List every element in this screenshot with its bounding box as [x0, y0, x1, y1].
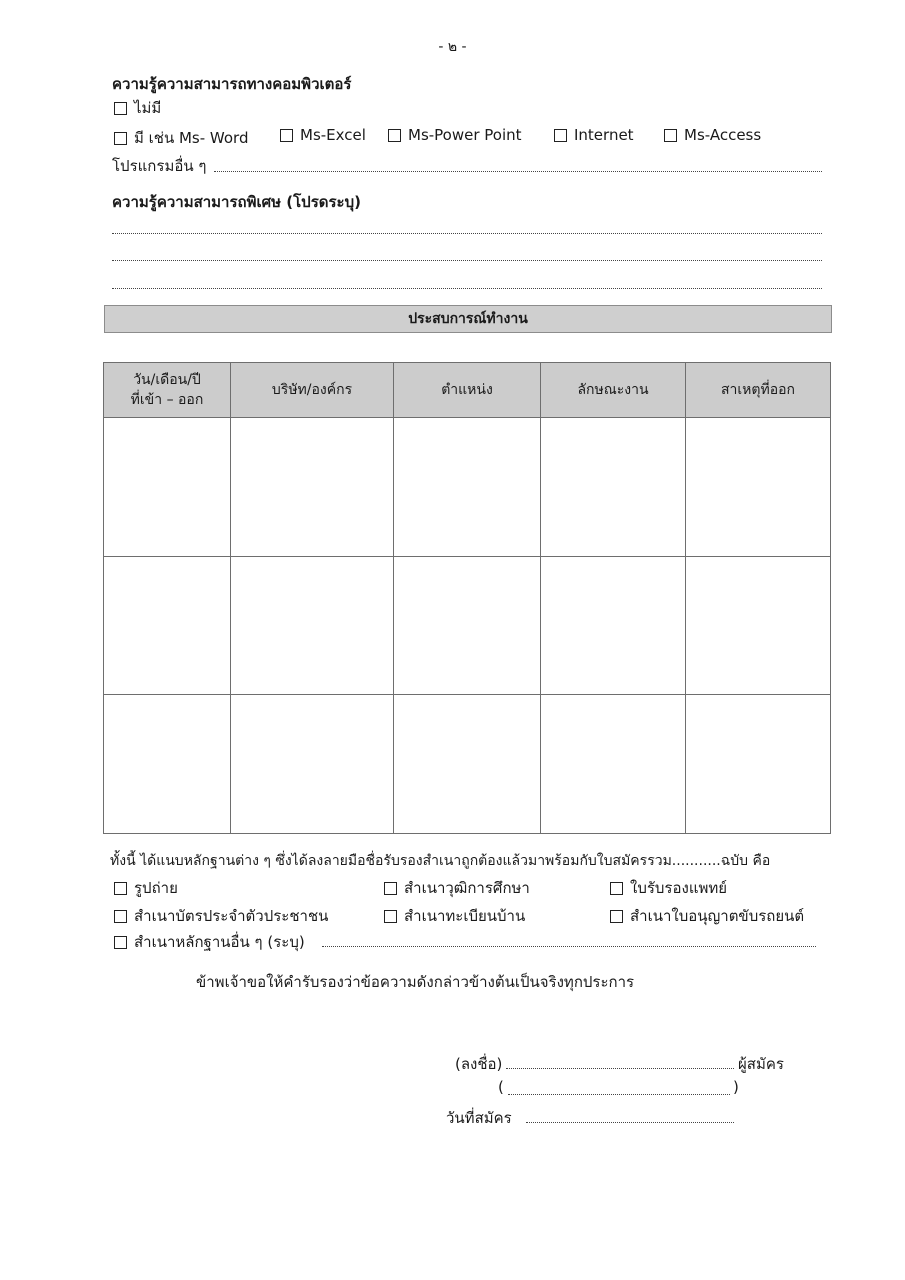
special-skills-line-3[interactable]: [112, 288, 822, 289]
checkbox-icon[interactable]: [554, 129, 567, 142]
application-date-label: วันที่สมัคร: [446, 1109, 512, 1127]
attachment-id-card[interactable]: [114, 904, 328, 928]
column-header-job-type: ลักษณะงาน: [541, 363, 686, 418]
checkbox-icon[interactable]: [384, 882, 397, 895]
table-cell[interactable]: [541, 695, 686, 834]
table-cell[interactable]: [231, 556, 394, 695]
checkbox-icon[interactable]: [114, 132, 127, 145]
option-internet[interactable]: [554, 126, 634, 144]
table-cell[interactable]: [541, 418, 686, 557]
signature-label: (ลงชื่อ): [455, 1055, 503, 1073]
attachment-label: รูปถ่าย: [134, 879, 178, 897]
table-cell[interactable]: [104, 695, 231, 834]
attachment-label: สำเนาทะเบียนบ้าน: [404, 907, 526, 925]
work-experience-heading: ประสบการณ์ทำงาน: [104, 305, 832, 333]
table-cell[interactable]: [541, 556, 686, 695]
option-none-label: ไม่มี: [134, 99, 162, 117]
attachment-medical[interactable]: [610, 876, 727, 900]
table-cell[interactable]: [686, 695, 831, 834]
option-excel[interactable]: [280, 126, 366, 144]
option-powerpoint-label: Ms-Power Point: [408, 126, 522, 144]
other-programs-label: โปรแกรมอื่น ๆ: [112, 157, 207, 175]
other-programs-field[interactable]: [214, 171, 822, 172]
option-internet-label: Internet: [574, 126, 634, 144]
option-powerpoint[interactable]: [388, 126, 522, 144]
checkbox-icon[interactable]: [114, 910, 127, 923]
attachments-intro: ทั้งนี้ ได้แนบหลักฐานต่าง ๆ ซึ่งได้ลงลายมือชื่อรับรองสำเนาถูกต้องแล้วมาพร้อมกับใบสมัครรวม...........ฉบับ คือ: [110, 853, 771, 869]
checkbox-icon[interactable]: [280, 129, 293, 142]
table-cell[interactable]: [231, 418, 394, 557]
table-cell[interactable]: [686, 556, 831, 695]
table-row: [104, 418, 831, 557]
checkbox-icon[interactable]: [388, 129, 401, 142]
attachment-label: ใบรับรองแพทย์: [630, 879, 728, 897]
attachment-label: สำเนาหลักฐานอื่น ๆ (ระบุ): [134, 933, 305, 951]
special-skills-heading: ความรู้ความสามารถพิเศษ (โปรดระบุ): [112, 193, 361, 211]
work-experience-table: [103, 362, 831, 834]
checkbox-icon[interactable]: [664, 129, 677, 142]
table-header-row: [104, 363, 831, 418]
checkbox-icon[interactable]: [610, 910, 623, 923]
checkbox-icon[interactable]: [114, 882, 127, 895]
column-header-dates: วัน/เดือน/ปี ที่เข้า – ออก: [104, 363, 231, 418]
option-access[interactable]: [664, 126, 761, 144]
applicant-label: ผู้สมัคร: [738, 1055, 784, 1073]
table-row: [104, 556, 831, 695]
option-none[interactable]: [114, 96, 161, 120]
attachment-house-registration[interactable]: [384, 904, 525, 928]
column-header-position: ตำแหน่ง: [394, 363, 541, 418]
name-close-paren: ): [733, 1078, 739, 1096]
declaration-text: ข้าพเจ้าขอให้คำรับรองว่าข้อความดังกล่าวข้างต้นเป็นจริงทุกประการ: [196, 973, 635, 991]
column-header-reason: สาเหตุที่ออก: [686, 363, 831, 418]
special-skills-line-2[interactable]: [112, 260, 822, 261]
table-cell[interactable]: [394, 556, 541, 695]
attachment-driving-license[interactable]: [610, 904, 804, 928]
computer-skills-heading: ความรู้ความสามารถทางคอมพิวเตอร์: [112, 75, 352, 93]
attachment-education[interactable]: [384, 876, 530, 900]
table-cell[interactable]: [104, 556, 231, 695]
application-date-field[interactable]: [526, 1122, 734, 1123]
signature-field[interactable]: [506, 1068, 734, 1069]
page-number: - ๒ -: [438, 39, 467, 55]
checkbox-icon[interactable]: [114, 936, 127, 949]
option-has-label: มี เช่น Ms- Word: [134, 129, 249, 147]
table-cell[interactable]: [686, 418, 831, 557]
checkbox-icon[interactable]: [610, 882, 623, 895]
attachment-photo[interactable]: [114, 876, 178, 900]
table-cell[interactable]: [104, 418, 231, 557]
special-skills-line-1[interactable]: [112, 233, 822, 234]
table-cell[interactable]: [394, 418, 541, 557]
option-has-word[interactable]: [114, 126, 248, 150]
table-cell[interactable]: [231, 695, 394, 834]
column-header-company: บริษัท/องค์กร: [231, 363, 394, 418]
checkbox-icon[interactable]: [384, 910, 397, 923]
attachment-label: สำเนาใบอนุญาตขับรถยนต์: [630, 907, 805, 925]
attachment-other-field[interactable]: [322, 946, 816, 947]
attachment-label: สำเนาวุฒิการศึกษา: [404, 879, 530, 897]
checkbox-icon[interactable]: [114, 102, 127, 115]
table-cell[interactable]: [394, 695, 541, 834]
attachment-label: สำเนาบัตรประจำตัวประชาชน: [134, 907, 329, 925]
option-excel-label: Ms-Excel: [300, 126, 366, 144]
attachment-other[interactable]: [114, 930, 305, 954]
printed-name-field[interactable]: [508, 1094, 730, 1095]
table-row: [104, 695, 831, 834]
option-access-label: Ms-Access: [684, 126, 762, 144]
name-open-paren: (: [498, 1078, 504, 1096]
